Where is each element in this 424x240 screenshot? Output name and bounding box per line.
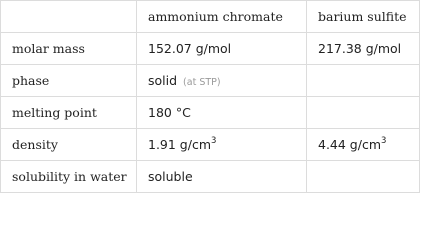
row-label-melting-point: melting point — [1, 97, 137, 129]
row-label-solubility-in-water: solubility in water — [1, 161, 137, 193]
table-row — [1, 97, 420, 129]
phase-value: solid — [148, 73, 178, 88]
cell-value — [307, 129, 420, 161]
row-label-density: density — [1, 129, 137, 161]
table-row — [1, 161, 420, 193]
cell-value: 217.38 g/mol — [307, 33, 420, 65]
column-header-ammonium-chromate: ammonium chromate — [137, 1, 307, 33]
density-value: 4.44 g/cm — [318, 137, 382, 152]
cell-value — [137, 65, 307, 97]
column-header-barium-sulfite: barium sulfite — [307, 1, 420, 33]
table-row — [1, 129, 420, 161]
cell-value: 152.07 g/mol — [137, 33, 307, 65]
header-empty-cell — [1, 1, 137, 33]
table-row — [1, 33, 420, 65]
cell-value-empty — [307, 161, 420, 193]
table-row — [1, 65, 420, 97]
cell-value — [137, 129, 307, 161]
row-label-molar-mass: molar mass — [1, 33, 137, 65]
phase-condition-note: (at STP) — [183, 77, 221, 88]
density-value: 1.91 g/cm — [148, 137, 212, 152]
cell-value: soluble — [137, 161, 307, 193]
row-label-phase: phase — [1, 65, 137, 97]
density-exponent: 3 — [381, 135, 387, 146]
cell-value-empty — [307, 65, 420, 97]
cell-value-empty — [307, 97, 420, 129]
density-exponent: 3 — [211, 135, 217, 146]
cell-value: 180 °C — [137, 97, 307, 129]
header-row — [1, 1, 420, 33]
